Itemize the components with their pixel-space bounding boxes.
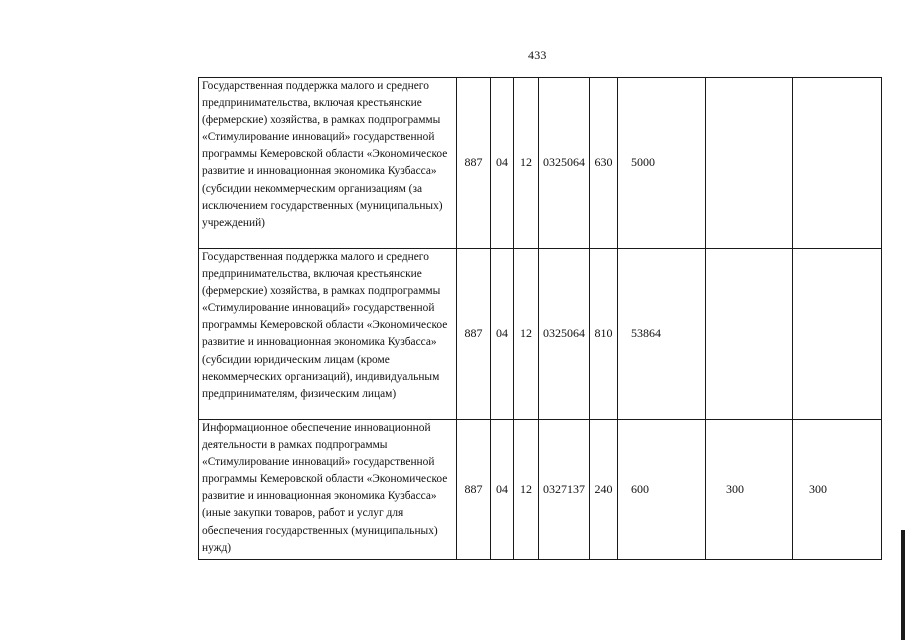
row-description: Государственная поддержка малого и среднего предпринимательства, включая крестьянские (фермерские) хозяйства, в рамках подпрограммы «Стимулирование инноваций» государственной программы Кемеровской области «Экономическое развитие и инновационная экономика Кузбасса» (субсидии юридическим лицам (кроме некоммерческих организаций), индивидуальным предпринимателям, физическим лицам)	[199, 249, 457, 420]
amount-2	[706, 78, 793, 249]
section-code: 04	[491, 78, 514, 249]
row-description: Государственная поддержка малого и среднего предпринимательства, включая крестьянские (фермерские) хозяйства, в рамках подпрограммы «Стимулирование инноваций» государственной программы Кемеровской области «Экономическое развитие и инновационная экономика Кузбасса» (субсидии некоммерческим организациям (за исключением государственных (муниципальных) учреждений)	[199, 78, 457, 249]
ministry-code: 887	[457, 78, 491, 249]
row-description: Информационное обеспечение инновационной деятельности в рамках подпрограммы «Стимулирование инноваций» государственной программы Кемеровской области «Экономическое развитие и инновационная экономика Кузбасса» (иные закупки товаров, работ и услуг для обеспечения государственных (муниципальных) нужд)	[199, 420, 457, 560]
amount-2	[706, 249, 793, 420]
table-row	[199, 249, 882, 420]
section-code: 04	[491, 420, 514, 560]
subsection-code: 12	[514, 249, 539, 420]
target-article-code: 0325064	[539, 249, 590, 420]
section-code: 04	[491, 249, 514, 420]
amount-1: 5000	[618, 78, 706, 249]
expense-type-code: 240	[590, 420, 618, 560]
subsection-code: 12	[514, 420, 539, 560]
target-article-code: 0327137	[539, 420, 590, 560]
ministry-code: 887	[457, 249, 491, 420]
amount-3	[793, 249, 882, 420]
amount-1: 600	[618, 420, 706, 560]
scan-edge-mark	[901, 530, 905, 640]
expense-type-code: 630	[590, 78, 618, 249]
amount-3: 300	[793, 420, 882, 560]
subsection-code: 12	[514, 78, 539, 249]
amount-3	[793, 78, 882, 249]
page-number: 433	[528, 48, 547, 62]
expense-type-code: 810	[590, 249, 618, 420]
target-article-code: 0325064	[539, 78, 590, 249]
amount-1: 53864	[618, 249, 706, 420]
ministry-code: 887	[457, 420, 491, 560]
table-row	[199, 78, 882, 249]
table-row	[199, 420, 882, 560]
amount-2: 300	[706, 420, 793, 560]
budget-table	[198, 77, 882, 560]
